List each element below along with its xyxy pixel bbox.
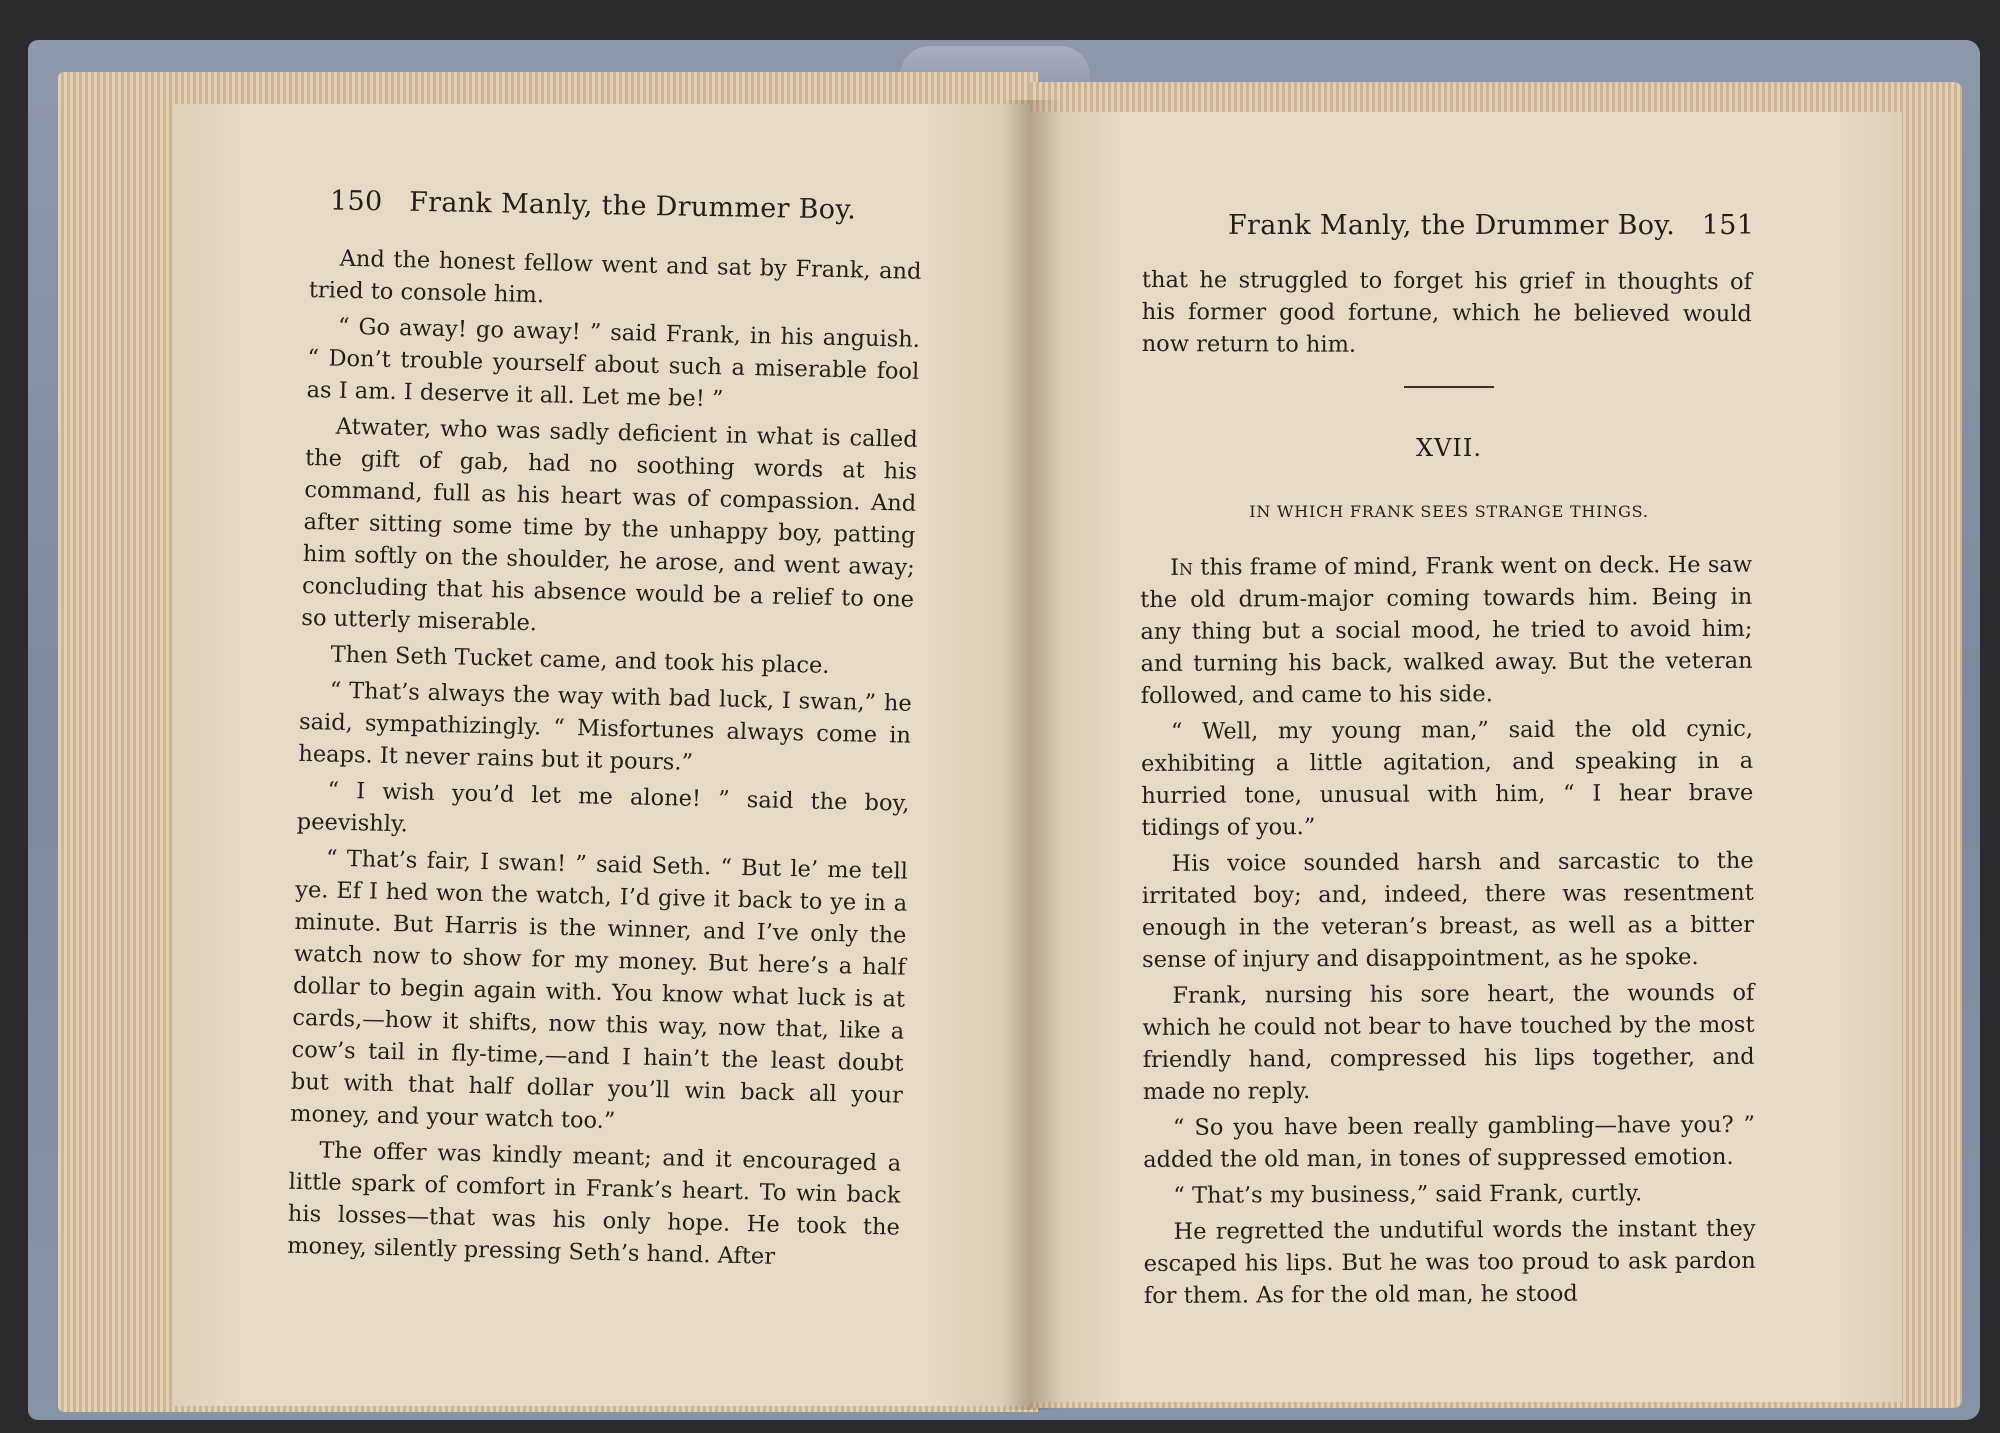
chapter-initial-word: In [1170,554,1194,581]
paragraph: Frank, nursing his sore heart, the wounds of which he could not bear to have touched by the most friendly hand, compressed his lips together, and made no reply. [1142,979,1755,1105]
paragraph: Then Seth Tucket came, and took his place. [330,641,830,679]
chapter-opening-text: this frame of mind, Frank went on deck. He saw the old drum-major coming towards him. Being in any thing but a social mood, he tried to avoid him; and turning his back, walked away. But the veteran followed, and came to his side. [1140,551,1753,709]
left-running-title: Frank Manly, the Drummer Boy. [408,186,857,226]
paragraph: The offer was kindly meant; and it encouraged a little spark of comfort in Frank’s heart. To win back his losses—that was his only hope. He took the money, silently pressing Seth’s hand. After [286,1137,902,1270]
paragraph: “ Go away! go away! ” said Frank, in his anguish. “ Don’t trouble yourself about such a miserable fool as I am. I deserve it all. Let me be! ” [306,313,921,413]
right-running-head [1228,210,1754,241]
chapter-title: IN WHICH FRANK SEES STRANGE THINGS. [1249,502,1649,521]
paragraph: “ Well, my young man,” said the old cynic, exhibiting a little agitation, and speaking in a hurried tone, unusual with him, “ I hear brave tidings of you.” [1141,715,1754,841]
paragraph: that he struggled to forget his grief in thoughts of his former good fortune, which he believed would now return to him. [1141,267,1752,358]
paragraph: “ That’s my business,” said Frank, curtly. [1173,1180,1643,1209]
left-page-number: 150 [329,185,383,218]
paragraph: His voice sounded harsh and sarcastic to the irritated boy; and, indeed, there was resentment enough in the veteran’s breast, as well as a bitter sense of injury and disappointment, as he spoke. [1141,847,1755,973]
paragraph: “ So you have been really gambling—have you? ” added the old man, in tones of suppressed emotion. [1143,1111,1756,1173]
paragraph: “ That’s fair, I swan! ” said Seth. “ But le’ me tell ye. Ef I hed won the watch, I’d give it back to ye in a minute. But Harris is the winner, and I’ve only the watch now to show for my money. But here’s a half dollar to begin again with. You know what luck is at cards,—how it shifts, now this way, now that, like a cow’s tail in fly-time,—and I hain’t the least doubt but with that half dollar you’ll win back all your money, and your watch too.” [289,845,909,1135]
paragraph: “ I wish you’d let me alone! ” said the boy, peevishly. [296,777,910,838]
paragraph: “ That’s always the way with bad luck, I swan,” he said, sympathizingly. “ Misfortunes always come in heaps. It never rains but it pours.” [298,677,912,776]
right-page-continued-text [1142,264,1752,366]
chapter-opening-paragraph [1140,549,1753,712]
right-page-number: 151 [1701,210,1755,241]
right-page-text [1140,549,1756,1316]
right-running-title: Frank Manly, the Drummer Boy. [1228,210,1676,241]
paragraph: Atwater, who was sadly deficient in what is called the gift of gab, had no soothing words at his command, full as his heart was of compassion. And after sitting some time by the unhappy boy, patting him softly on the shoulder, he arose, and went away; concluding that his absence would be a relief to one so utterly miserable. [301,413,918,637]
chapter-number: XVII. [1415,434,1482,462]
section-rule [1404,386,1494,388]
left-running-head [330,185,857,225]
book-gutter [1002,100,1062,1410]
left-page-text [287,242,922,1280]
paragraph: He regretted the undutiful words the instant they escaped his lips. But he was too proud to ask pardon for them. As for the old man, he stood [1143,1215,1756,1309]
left-page [172,104,1030,1406]
right-page [1030,112,1902,1402]
paragraph: And the honest fellow went and sat by Frank, and tried to console him. [308,245,922,309]
